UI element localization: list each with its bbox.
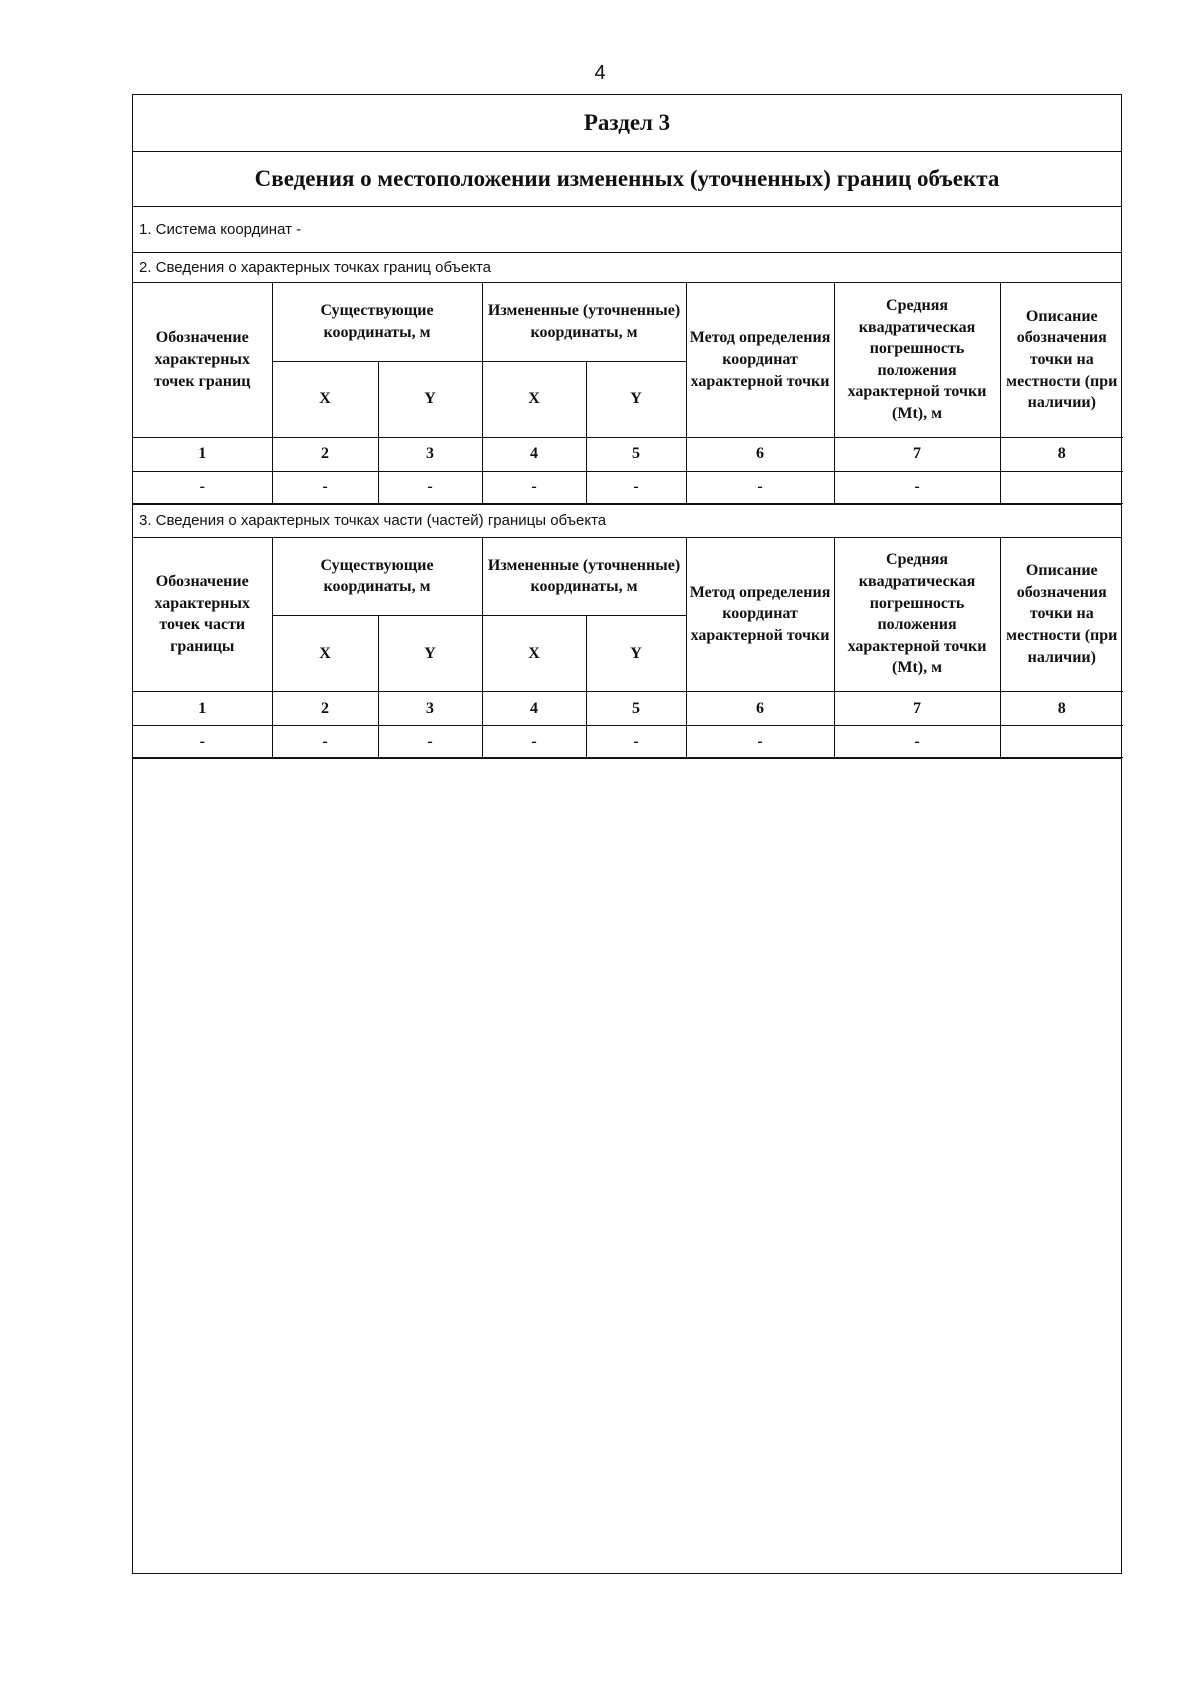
header-method: Метод определения координат характерной точки: [686, 283, 834, 437]
table-cell: -: [272, 726, 378, 758]
column-number: 6: [686, 437, 834, 471]
column-numbers-row: [133, 692, 1123, 726]
blank-area: [133, 758, 1121, 759]
parts-header: 3. Сведения о характерных точках части (частей) границы объекта: [133, 504, 1121, 538]
header-existing-coords: Существующие координаты, м: [272, 538, 482, 616]
table-cell: -: [378, 471, 482, 503]
column-number: 3: [378, 437, 482, 471]
header-method: Метод определения координат характерной точки: [686, 538, 834, 692]
column-number: 5: [586, 692, 686, 726]
points-table: [133, 283, 1123, 504]
table-cell: -: [272, 471, 378, 503]
column-number: 5: [586, 437, 686, 471]
column-number: 2: [272, 437, 378, 471]
header-changed-coords: Измененные (уточненные) координаты, м: [482, 538, 686, 616]
header-changed-y: Y: [586, 361, 686, 437]
page-number: 4: [594, 62, 606, 84]
table-cell: -: [133, 471, 272, 503]
header-point-designation: Обозначение характерных точек границ: [133, 283, 272, 437]
header-description: Описание обозначения точки на местности (при наличии): [1000, 283, 1123, 437]
table-cell: -: [686, 726, 834, 758]
table-cell: [1000, 726, 1123, 758]
column-number: 4: [482, 437, 586, 471]
column-number: 6: [686, 692, 834, 726]
table-row: [133, 471, 1123, 503]
column-number: 3: [378, 692, 482, 726]
header-existing-y: Y: [378, 361, 482, 437]
table-cell: -: [834, 471, 1000, 503]
points-header: 2. Сведения о характерных точках границ объекта: [133, 253, 1121, 283]
coord-system-line: 1. Система координат -: [133, 207, 1121, 253]
header-part-point-designation: Обозначение характерных точек части границы: [133, 538, 272, 692]
header-changed-y: Y: [586, 616, 686, 692]
table-row: [133, 726, 1123, 758]
column-number: 4: [482, 692, 586, 726]
column-numbers-row: [133, 437, 1123, 471]
parts-table: [133, 538, 1123, 759]
section-frame: [132, 94, 1122, 1574]
table-cell: -: [482, 471, 586, 503]
section-title: Раздел 3: [133, 95, 1121, 152]
header-existing-y: Y: [378, 616, 482, 692]
column-number: 2: [272, 692, 378, 726]
header-description: Описание обозначения точки на местности (при наличии): [1000, 538, 1123, 692]
header-changed-x: X: [482, 361, 586, 437]
header-changed-x: X: [482, 616, 586, 692]
table-cell: -: [586, 471, 686, 503]
header-error: Средняя квадратическая погрешность положения характерной точки (Mt), м: [834, 283, 1000, 437]
column-number: 7: [834, 437, 1000, 471]
column-number: 8: [1000, 437, 1123, 471]
table-cell: -: [834, 726, 1000, 758]
column-number: 8: [1000, 692, 1123, 726]
column-number: 7: [834, 692, 1000, 726]
table-cell: -: [482, 726, 586, 758]
column-number: 1: [133, 437, 272, 471]
section-subtitle: Сведения о местоположении измененных (уточненных) границ объекта: [133, 152, 1121, 207]
table-cell: -: [133, 726, 272, 758]
table-cell: -: [586, 726, 686, 758]
header-existing-coords: Существующие координаты, м: [272, 283, 482, 361]
header-existing-x: X: [272, 616, 378, 692]
header-changed-coords: Измененные (уточненные) координаты, м: [482, 283, 686, 361]
header-existing-x: X: [272, 361, 378, 437]
table-cell: -: [378, 726, 482, 758]
table-cell: [1000, 471, 1123, 503]
table-cell: -: [686, 471, 834, 503]
header-error: Средняя квадратическая погрешность положения характерной точки (Mt), м: [834, 538, 1000, 692]
column-number: 1: [133, 692, 272, 726]
